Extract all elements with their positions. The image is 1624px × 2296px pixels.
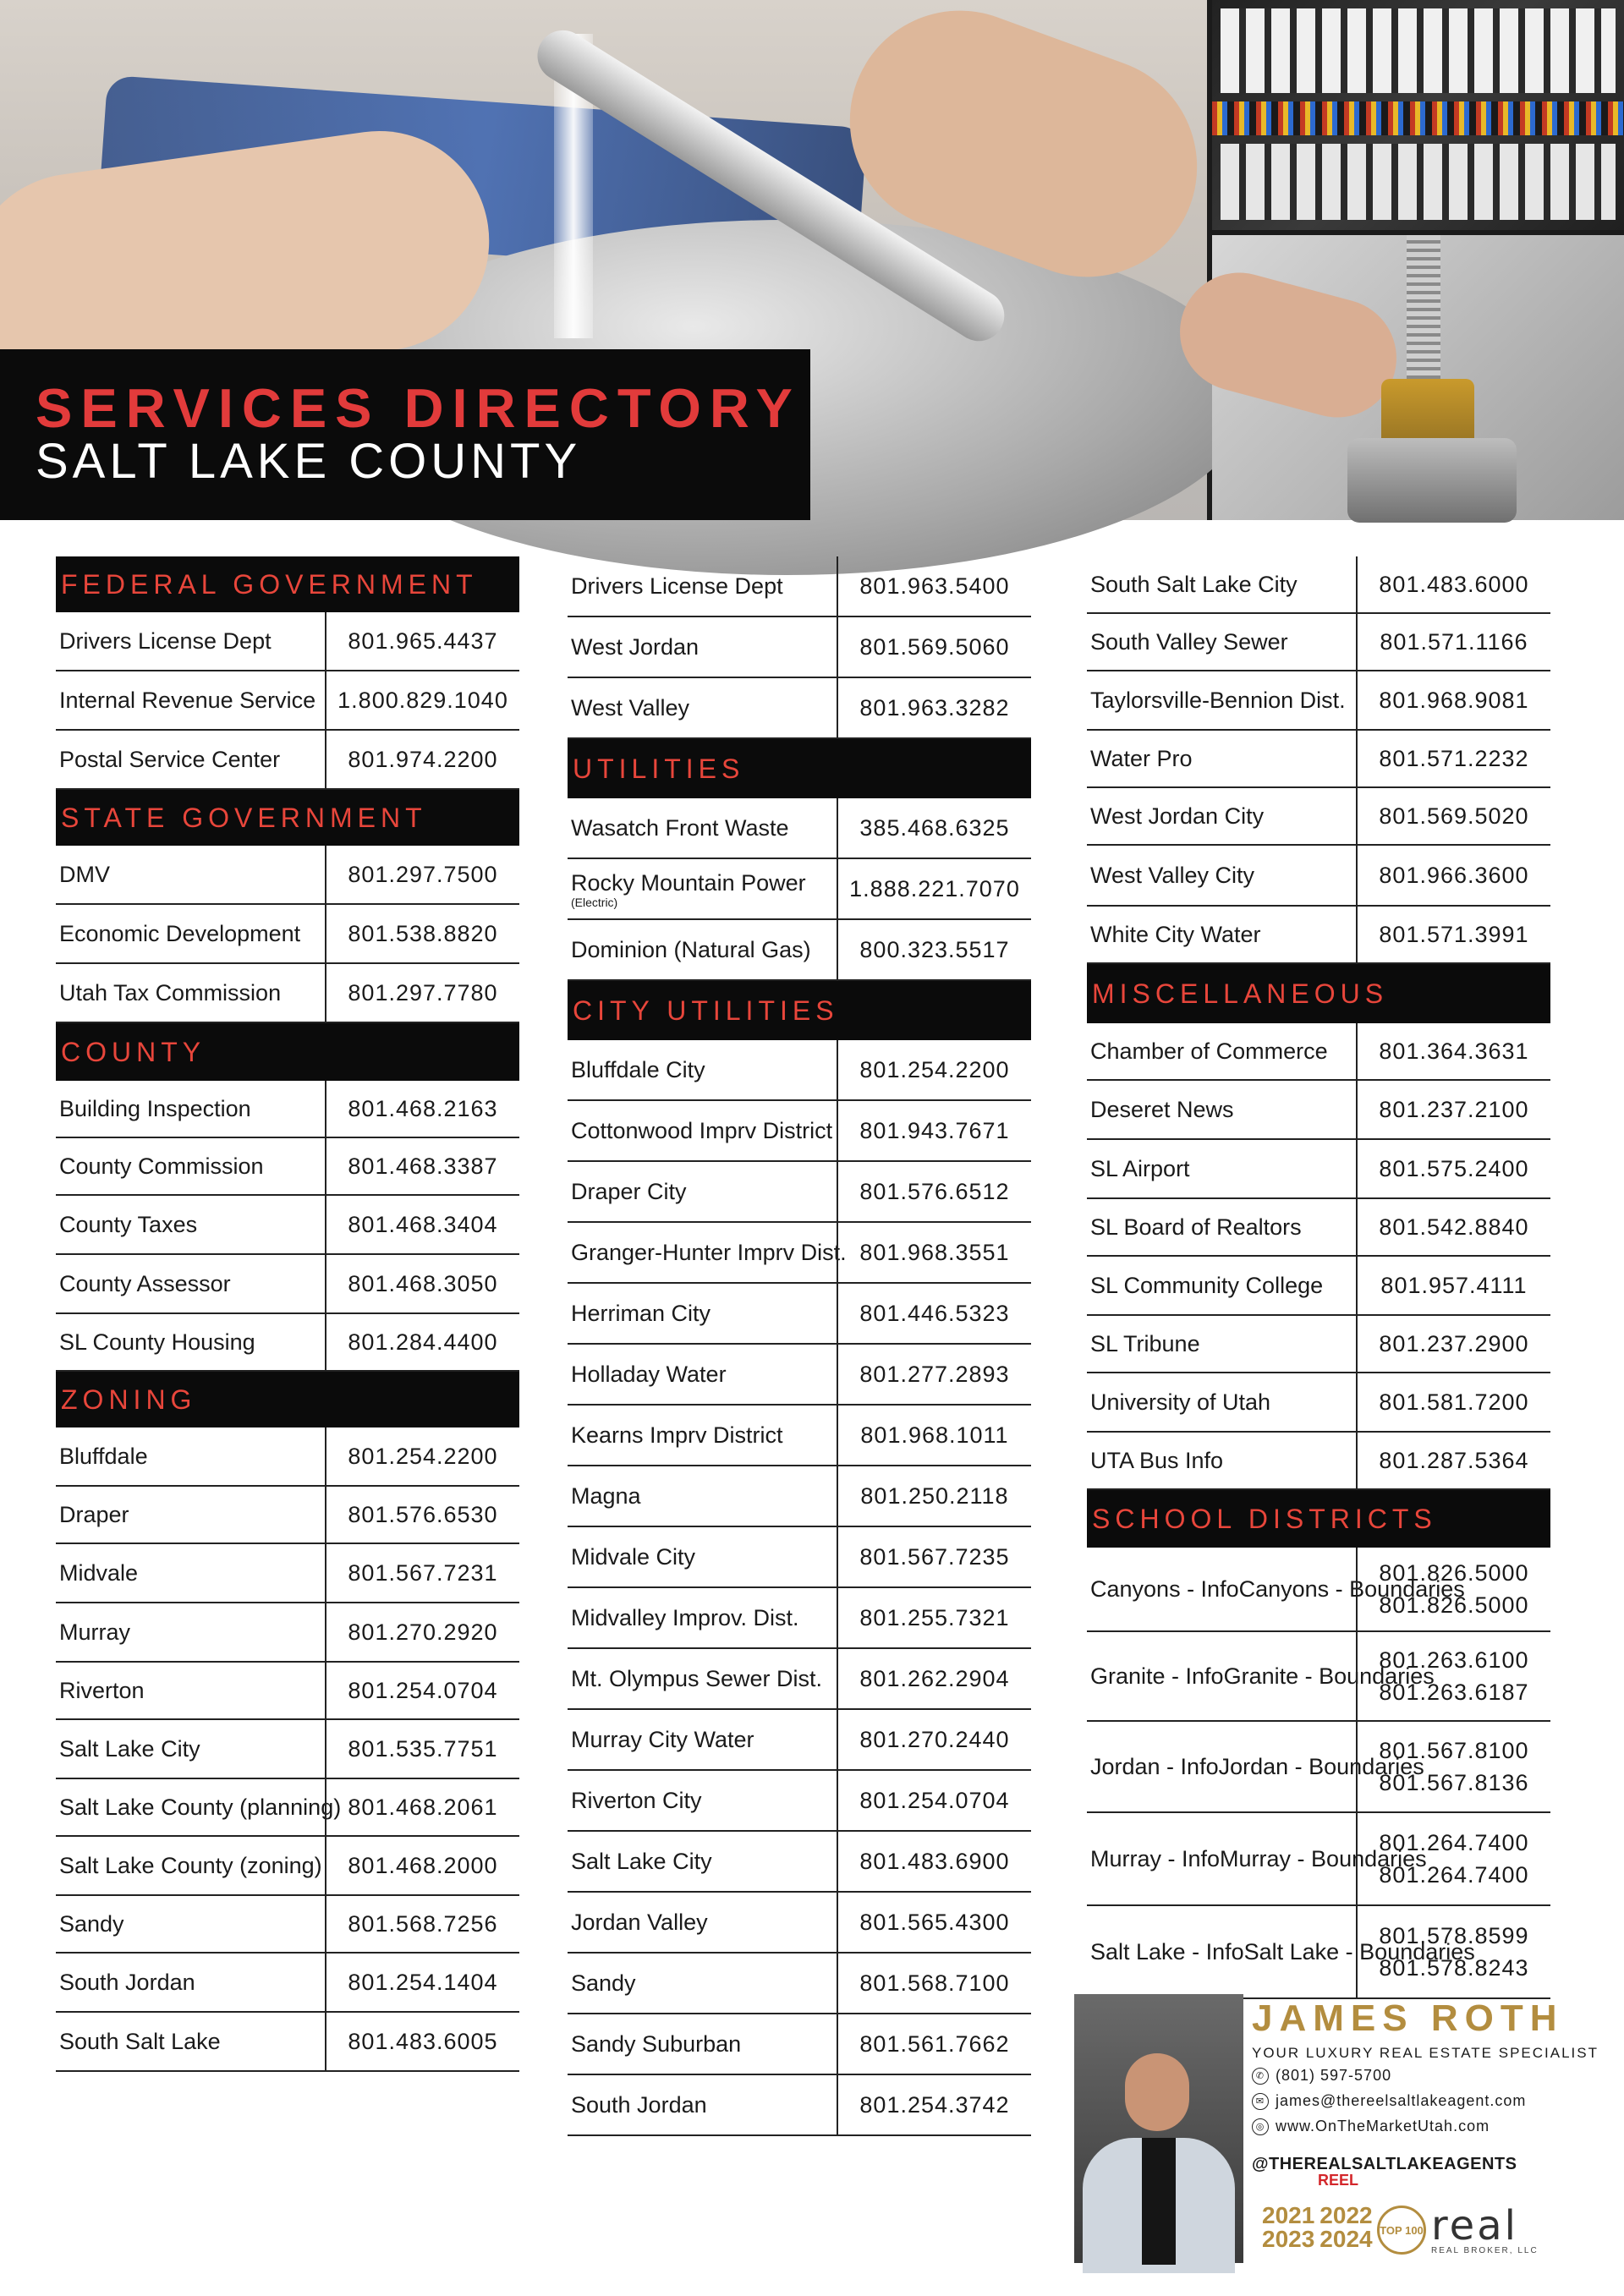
directory-row (56, 2013, 519, 2072)
phone-number[interactable]: 801.255.7321 (837, 1588, 1031, 1647)
phone-number[interactable]: 801.254.0704 (837, 1771, 1031, 1830)
service-name: Rocky Mountain Power (Electric) (568, 870, 837, 908)
phone-number[interactable]: 801.468.3387 (325, 1138, 519, 1194)
service-name: Magna (571, 1482, 641, 1509)
phone-number[interactable]: 801.567.7231 (325, 1544, 519, 1602)
phone-number[interactable]: 801.578.8599 801.578.8243 (1356, 1906, 1550, 1997)
directory-row (1087, 1199, 1550, 1257)
brokerage-name: REAL BROKER, LLC (1431, 2246, 1539, 2255)
phone-number[interactable]: 801.571.2232 (1356, 731, 1550, 786)
service-name: South Valley Sewer (1090, 628, 1288, 655)
service-name: SL Community College (1090, 1272, 1324, 1298)
directory-row (1087, 1906, 1550, 1999)
page-subtitle: SALT LAKE COUNTY (36, 434, 582, 489)
directory-row (1087, 1140, 1550, 1199)
directory-row (568, 1223, 1031, 1284)
service-name: Drivers License Dept (571, 573, 783, 599)
phone-number[interactable]: 801.571.1166 (1356, 614, 1550, 670)
phone-number[interactable]: 801.568.7256 (325, 1896, 519, 1952)
agent-tagline: YOUR LUXURY REAL ESTATE SPECIALIST (1252, 2045, 1599, 2061)
service-name: Mt. Olympus Sewer Dist. (571, 1665, 823, 1691)
directory-row (568, 798, 1031, 859)
service-name: Salt Lake City (59, 1735, 200, 1762)
service-name: Jordan - InfoJordan - Boundaries (1090, 1754, 1424, 1779)
service-name: Taylorsville-Bennion Dist. (1090, 687, 1346, 713)
directory-row (1087, 1373, 1550, 1433)
phone-number[interactable]: 801.968.9081 (1356, 671, 1550, 729)
phone-number[interactable]: 801.446.5323 (837, 1284, 1031, 1343)
social-handle: @THEREALSALTLAKEAGENTS (1252, 2155, 1517, 2173)
service-name: Jordan Valley (571, 1909, 708, 1935)
service-name: County Assessor (59, 1270, 231, 1296)
directory-row (568, 1771, 1031, 1832)
agent-card (1074, 1994, 1599, 2263)
phone-number[interactable]: 801.483.6005 (325, 2013, 519, 2070)
section-header: STATE GOVERNMENT (56, 790, 519, 846)
gas-valve-photo (1212, 235, 1624, 520)
phone-number[interactable]: 801.468.3050 (325, 1255, 519, 1312)
phone-number[interactable]: 801.297.7500 (325, 846, 519, 903)
phone-number[interactable]: 801.575.2400 (1356, 1140, 1550, 1197)
phone-number[interactable]: 801.250.2118 (837, 1466, 1031, 1526)
service-name: Granite - InfoGranite - Boundaries (1090, 1663, 1435, 1689)
phone-number[interactable]: 801.569.5020 (1356, 788, 1550, 844)
service-name: Dominion (Natural Gas) (571, 936, 811, 962)
directory-row (568, 920, 1031, 981)
directory-row (1087, 846, 1550, 907)
phone-number[interactable]: 801.483.6900 (837, 1832, 1031, 1891)
directory-column-3 (1087, 556, 1550, 1999)
phone-number[interactable]: 801.262.2904 (837, 1649, 1031, 1708)
phone-number[interactable]: 801.237.2900 (1356, 1316, 1550, 1372)
directory-row (568, 1832, 1031, 1893)
directory-row (56, 964, 519, 1023)
service-name: SL Tribune (1090, 1330, 1200, 1356)
service-name: Murray City Water (571, 1726, 754, 1752)
phone-number[interactable]: 801.567.7235 (837, 1527, 1031, 1586)
directory-row (1087, 1632, 1550, 1722)
directory-row (56, 731, 519, 790)
agent-email[interactable]: ✉ james@thereelsaltlakeagent.com (1252, 2092, 1526, 2110)
phone-number[interactable]: 1.888.221.7070 (837, 859, 1031, 918)
service-name: County Commission (59, 1153, 264, 1179)
service-name: Water Pro (1090, 745, 1193, 771)
phone-number[interactable]: 801.966.3600 (1356, 846, 1550, 905)
directory-row (1087, 1081, 1550, 1140)
brokerage-logo: real (1431, 2202, 1518, 2249)
email-icon: ✉ (1252, 2093, 1269, 2110)
directory-row (568, 556, 1031, 617)
service-name-secondary: Salt Lake - Boundaries (1243, 1939, 1475, 1964)
service-name: South Salt Lake (59, 2028, 221, 2054)
phone-number[interactable]: 801.826.5000 801.826.5000 (1356, 1548, 1550, 1630)
section-header: SCHOOL DISTRICTS (1087, 1490, 1550, 1548)
phone-number[interactable]: 801.943.7671 (837, 1101, 1031, 1160)
service-name: Granger-Hunter Imprv Dist. (571, 1239, 847, 1265)
phone-number[interactable]: 801.576.6512 (837, 1162, 1031, 1221)
phone-number[interactable]: 801.263.6100 801.263.6187 (1356, 1632, 1550, 1720)
service-name: Midvale City (571, 1543, 696, 1570)
section-header: UTILITIES (568, 739, 1031, 798)
directory-row (56, 1314, 519, 1372)
phone-number[interactable]: 801.974.2200 (325, 731, 519, 788)
phone-number-secondary: 801.264.7400 (1379, 1862, 1529, 1888)
service-name: Kearns Imprv District (571, 1422, 783, 1448)
directory-row (568, 2014, 1031, 2075)
directory-row (1087, 1433, 1550, 1490)
phone-number[interactable]: 801.287.5364 (1356, 1433, 1550, 1488)
directory-row (568, 1527, 1031, 1588)
directory-row (568, 1893, 1031, 1954)
phone-number[interactable]: 801.576.6530 (325, 1487, 519, 1543)
service-name: Salt Lake City (571, 1848, 712, 1874)
service-name: Murray - InfoMurray - Boundaries (1090, 1846, 1427, 1871)
service-name: Building Inspection (59, 1095, 251, 1121)
service-name: Draper City (571, 1178, 687, 1204)
directory-row (568, 1345, 1031, 1406)
directory-row (56, 1081, 519, 1138)
phone-number[interactable]: 801.538.8820 (325, 905, 519, 962)
service-name-secondary: Granite - Boundaries (1223, 1663, 1435, 1689)
phone-number[interactable]: 801.569.5060 (837, 617, 1031, 677)
section-header: COUNTY (56, 1023, 519, 1081)
directory-row (1087, 1722, 1550, 1813)
phone-number[interactable]: 801.483.6000 (1356, 556, 1550, 612)
phone-number[interactable]: 801.571.3991 (1356, 907, 1550, 962)
directory-row (56, 905, 519, 964)
service-name: Economic Development (59, 920, 301, 946)
phone-number[interactable]: 801.364.3631 (1356, 1023, 1550, 1079)
phone-number[interactable]: 801.254.2200 (837, 1040, 1031, 1099)
globe-icon: ◎ (1252, 2118, 1269, 2135)
phone-number[interactable]: 800.323.5517 (837, 920, 1031, 979)
directory-row (56, 1896, 519, 1954)
phone-number-secondary: 801.567.8136 (1379, 1770, 1529, 1795)
directory-row (568, 1588, 1031, 1649)
service-name: Drivers License Dept (59, 627, 272, 654)
service-name: West Jordan City (1090, 803, 1265, 829)
directory-row (56, 1837, 519, 1896)
service-subnote: (Electric) (571, 895, 618, 909)
directory-row (56, 1779, 519, 1837)
phone-number[interactable]: 385.468.6325 (837, 798, 1031, 858)
phone-number[interactable]: 801.561.7662 (837, 2014, 1031, 2074)
directory-row (568, 1466, 1031, 1527)
directory-row (1087, 1257, 1550, 1316)
phone-number[interactable]: 801.542.8840 (1356, 1199, 1550, 1255)
service-name: UTA Bus Info (1090, 1447, 1224, 1473)
directory-row (56, 1544, 519, 1603)
directory-row (1087, 1813, 1550, 1906)
phone-number[interactable]: 801.963.3282 (837, 678, 1031, 737)
directory-row (568, 617, 1031, 678)
service-name: Deseret News (1090, 1096, 1234, 1122)
service-name-secondary: Murray - Boundaries (1220, 1846, 1427, 1871)
directory-row (568, 678, 1031, 739)
directory-row (568, 1406, 1031, 1466)
phone-number[interactable]: 801.254.3742 (837, 2075, 1031, 2134)
directory-row (56, 1196, 519, 1255)
directory-row (56, 612, 519, 671)
page-title: SERVICES DIRECTORY (36, 377, 801, 439)
agent-name: JAMES ROTH (1252, 1997, 1564, 2039)
directory-row (1087, 907, 1550, 964)
service-name-secondary: Canyons - Boundaries (1238, 1576, 1465, 1602)
service-name: University of Utah (1090, 1389, 1271, 1415)
phone-number[interactable]: 801.468.3404 (325, 1196, 519, 1253)
phone-number[interactable]: 801.277.2893 (837, 1345, 1031, 1404)
service-name: White City Water (1090, 921, 1261, 947)
electrical-panel-photo (1212, 0, 1624, 230)
directory-column-2 (568, 556, 1031, 2136)
phone-number[interactable]: 1.800.829.1040 (325, 671, 519, 729)
directory-row (56, 1138, 519, 1196)
service-name: Midvale (59, 1559, 139, 1586)
phone-number-secondary: 801.263.6187 (1379, 1680, 1529, 1705)
directory-row (568, 1649, 1031, 1710)
directory-row (568, 1101, 1031, 1162)
service-name: Holladay Water (571, 1361, 727, 1387)
directory-row (1087, 614, 1550, 671)
phone-number[interactable]: 801.270.2920 (325, 1603, 519, 1661)
phone-number-secondary: 801.826.5000 (1379, 1592, 1529, 1618)
service-name: Salt Lake - InfoSalt Lake - Boundaries (1090, 1939, 1475, 1964)
phone-number[interactable]: 801.968.1011 (837, 1406, 1031, 1465)
directory-row (56, 1663, 519, 1720)
directory-row (568, 1954, 1031, 2014)
directory-row (1087, 1023, 1550, 1081)
service-name: Sandy (59, 1910, 124, 1937)
directory-row (56, 1603, 519, 1663)
agent-phone[interactable]: ✆ (801) 597-5700 (1252, 2067, 1391, 2085)
service-name: West Valley City (1090, 862, 1255, 888)
directory-row (568, 859, 1031, 920)
service-name: Cottonwood Imprv District (571, 1117, 833, 1143)
service-name: Midvalley Improv. Dist. (571, 1604, 799, 1630)
phone-icon: ✆ (1252, 2068, 1269, 2085)
phone-number[interactable]: 801.284.4400 (325, 1314, 519, 1370)
service-name: West Jordan (571, 633, 700, 660)
phone-number[interactable]: 801.968.3551 (837, 1223, 1031, 1282)
service-name: Sandy (571, 1970, 636, 1996)
service-name: DMV (59, 861, 110, 887)
phone-number[interactable]: 801.965.4437 (325, 612, 519, 670)
section-header: CITY UTILITIES (568, 981, 1031, 1040)
service-name: Murray (59, 1619, 131, 1645)
directory-row (568, 2075, 1031, 2136)
service-name: South Jordan (571, 2091, 707, 2118)
service-name: Draper (59, 1501, 129, 1527)
service-name: Wasatch Front Waste (571, 814, 789, 841)
phone-number[interactable]: 801.270.2440 (837, 1710, 1031, 1769)
directory-column-1 (56, 556, 519, 2072)
directory-row (1087, 1316, 1550, 1373)
phone-number[interactable]: 801.957.4111 (1356, 1257, 1550, 1314)
directory-row (1087, 788, 1550, 846)
phone-number[interactable]: 801.468.2000 (325, 1837, 519, 1894)
directory-row (1087, 671, 1550, 731)
phone-number[interactable]: 801.254.1404 (325, 1954, 519, 2011)
phone-number[interactable]: 801.581.7200 (1356, 1373, 1550, 1431)
directory-row (56, 1427, 519, 1487)
service-name: Bluffdale (59, 1443, 148, 1469)
phone-number[interactable]: 801.468.2061 (325, 1779, 519, 1835)
service-name: Riverton City (571, 1787, 702, 1813)
service-name: Salt Lake County (zoning) (59, 1852, 322, 1878)
service-name: Salt Lake County (planning) (59, 1794, 342, 1820)
directory-row (568, 1162, 1031, 1223)
service-name: Internal Revenue Service (59, 687, 316, 713)
service-name-secondary: Jordan - Boundaries (1218, 1754, 1424, 1779)
phone-number-secondary: 801.578.8243 (1379, 1955, 1529, 1981)
phone-number[interactable]: 801.565.4300 (837, 1893, 1031, 1952)
section-header: ZONING (56, 1372, 519, 1427)
service-name: West Valley (571, 694, 690, 721)
directory-row (1087, 556, 1550, 614)
service-name: South Jordan (59, 1969, 195, 1995)
directory-row (56, 1954, 519, 2013)
directory-row (1087, 1548, 1550, 1632)
service-name: SL Airport (1090, 1155, 1190, 1181)
section-header: FEDERAL GOVERNMENT (56, 556, 519, 612)
service-name: Bluffdale City (571, 1056, 705, 1082)
phone-number[interactable]: 801.254.0704 (325, 1663, 519, 1718)
phone-number[interactable]: 801.468.2163 (325, 1081, 519, 1137)
directory-row (56, 1720, 519, 1779)
directory-row (568, 1040, 1031, 1101)
service-name: Utah Tax Commission (59, 979, 282, 1006)
directory-row (568, 1710, 1031, 1771)
service-name: Sandy Suburban (571, 2030, 742, 2057)
service-name: Chamber of Commerce (1090, 1038, 1328, 1064)
phone-number[interactable]: 801.254.2200 (325, 1427, 519, 1485)
phone-number[interactable]: 801.237.2100 (1356, 1081, 1550, 1138)
service-name: SL Board of Realtors (1090, 1214, 1302, 1240)
service-name: South Salt Lake City (1090, 571, 1298, 597)
agent-website[interactable]: ◎ www.OnTheMarketUtah.com (1252, 2118, 1490, 2135)
award-badge-icon: TOP 100 (1377, 2206, 1426, 2255)
social-handle-overlay: REEL (1318, 2172, 1359, 2189)
service-name: Riverton (59, 1677, 145, 1703)
section-header: MISCELLANEOUS (1087, 964, 1550, 1023)
directory-row (56, 671, 519, 731)
directory-row (1087, 731, 1550, 788)
directory-row (568, 1284, 1031, 1345)
directory-row (56, 1487, 519, 1544)
phone-number[interactable]: 801.567.8100 801.567.8136 (1356, 1722, 1550, 1811)
directory-row (56, 846, 519, 905)
agent-photo (1074, 1994, 1243, 2263)
service-name: Canyons - InfoCanyons - Boundaries (1090, 1576, 1465, 1602)
service-name: Herriman City (571, 1300, 711, 1326)
service-name: SL County Housing (59, 1329, 255, 1355)
phone-number[interactable]: 801.264.7400 801.264.7400 (1356, 1813, 1550, 1904)
phone-number[interactable]: 801.297.7780 (325, 964, 519, 1022)
service-name: County Taxes (59, 1211, 198, 1237)
phone-number[interactable]: 801.535.7751 (325, 1720, 519, 1778)
phone-number[interactable]: 801.963.5400 (837, 556, 1031, 616)
award-years: 2021 2022 2023 2024 (1262, 2202, 1373, 2252)
service-name: Postal Service Center (59, 746, 281, 772)
phone-number[interactable]: 801.568.7100 (837, 1954, 1031, 2013)
directory-row (56, 1255, 519, 1314)
